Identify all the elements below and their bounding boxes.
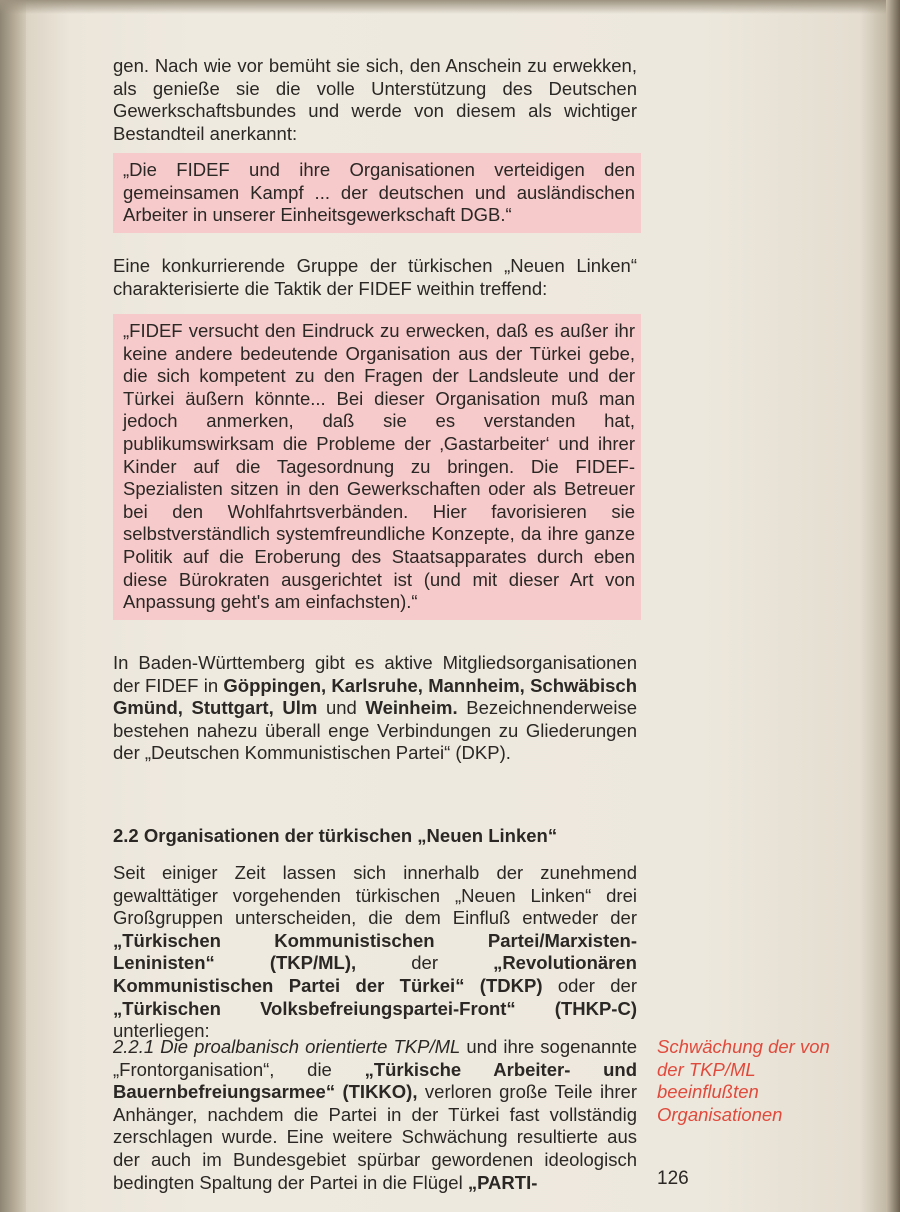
parti-bold: „PARTI-	[467, 1171, 538, 1193]
bw-text-3: Bezeichnenderweise bestehen nahezu überall enge Verbindungen zu Gliederungen der „Deutschen Kommunistischen Partei“ (DKP).	[113, 697, 637, 764]
paragraph-intro-text: gen. Nach wie vor bemüht sie sich, den Anschein zu erwekken, als genieße sie die volle Unterstützung des Deutschen Gewerkschaftsbundes und werde von diesem als wichtiger Bestandteil anerkannt:	[113, 55, 637, 144]
bw-weinheim-bold: Weinheim.	[365, 697, 458, 719]
paragraph-baden-wuerttemberg	[113, 652, 637, 765]
bw-text-2: und	[317, 697, 366, 719]
tkpml-text-1: und ihre sogenannte „Frontorganisation“, die	[113, 1036, 638, 1080]
bw-text-1: In Baden-Württemberg gibt es aktive Mitgliedsorganisationen der FIDEF in	[113, 652, 637, 696]
paragraph-competing-group	[113, 255, 637, 300]
section-heading-2-2	[113, 825, 637, 848]
groups-text-3: oder der	[542, 974, 638, 996]
paragraph-2-2-1	[113, 1036, 637, 1194]
page-number: 126	[657, 1168, 689, 1189]
quote-fidef-text: „FIDEF versucht den Eindruck zu erwecken, daß es außer ihr keine andere bedeutende Organisation aus der Türkei gebe, die sich kompetent zu den Fragen der Landsleute und der Türkei äußern könnte... Bei dieser Organisation muß man jedoch anmerken, daß sie es verstanden hat, publikumswirksam die Probleme der ‚Gastarbeiter‘ und ihrer Kinder auf die Tagesordnung zu bringen. Die FIDEF-Spezialisten sitzen in den Gewerkschaften oder als Betreuer bei den Wohlfahrtsverbänden. Hier favorisieren sie selbstverständlich systemfreundliche Konzepte, da ihre ganze Politik auf die Eroberung des Staatsapparates durch eben diese Bürokraten ausgerichtet ist (und mit dieser Art von Anpassung geht's am einfachsten).“	[123, 320, 635, 613]
groups-text-4: unterliegen:	[113, 1020, 210, 1042]
book-spine-shadow	[0, 0, 26, 1212]
tdkp-bold: „Revolutionären Kommunistischen Partei der Türkei“ (TDKP)	[113, 952, 637, 996]
top-edge-shadow	[0, 0, 900, 14]
groups-text-2: der	[356, 952, 494, 974]
highlighted-quote-fidef	[113, 314, 641, 620]
subsection-2-2-1-italic: 2.2.1 Die proalbanisch orientierte TKP/ML	[113, 1036, 461, 1057]
quote-dgb-text: „Die FIDEF und ihre Organisationen verteidigen den gemeinsamen Kampf ... der deutschen und ausländischen Arbeiter in unserer Einheitsgewerkschaft DGB.“	[123, 159, 635, 226]
margin-note: Schwächung der von der TKP/ML beeinflußten Organisationen	[657, 1036, 830, 1125]
paragraph-competing-group-text: Eine konkurrierende Gruppe der türkischen „Neuen Linken“ charakterisierte die Taktik der FIDEF weithin treffend:	[113, 255, 637, 299]
bw-cities-bold: Göppingen, Karlsruhe, Mannheim, Schwäbisch Gmünd, Stuttgart, Ulm	[113, 674, 638, 719]
highlighted-quote-dgb	[113, 153, 641, 233]
right-page-edge	[886, 0, 900, 1212]
section-heading-text: 2.2 Organisationen der türkischen „Neuen Linken“	[113, 825, 558, 846]
paragraph-intro	[113, 55, 637, 145]
thkpc-bold: „Türkischen Volksbefreiungspartei-Front“ (THKP-C)	[113, 997, 637, 1019]
tikko-bold: „Türkische Arbeiter- und Bauernbefreiungsarmee“ (TIKKO),	[113, 1058, 637, 1103]
paragraph-three-groups	[113, 862, 637, 1043]
tkpml-bold: „Türkischen Kommunistischen Partei/Marxisten-Leninisten“ (TKP/ML),	[113, 929, 637, 974]
tkpml-text-2: verloren große Teile ihrer Anhänger, nachdem die Partei in der Türkei fast vollständig zerschlagen wurde. Eine weitere Schwächung resultierte aus der auch im Bundesgebiet spürbar gewordenen ideologisch bedingten Spaltung der Partei in die Flügel	[113, 1081, 637, 1193]
groups-text-1: Seit einiger Zeit lassen sich innerhalb der zunehmend gewalttätiger vorgehenden türkischen „Neuen Linken“ drei Großgruppen unterscheiden, die dem Einfluß entweder der	[113, 862, 637, 929]
